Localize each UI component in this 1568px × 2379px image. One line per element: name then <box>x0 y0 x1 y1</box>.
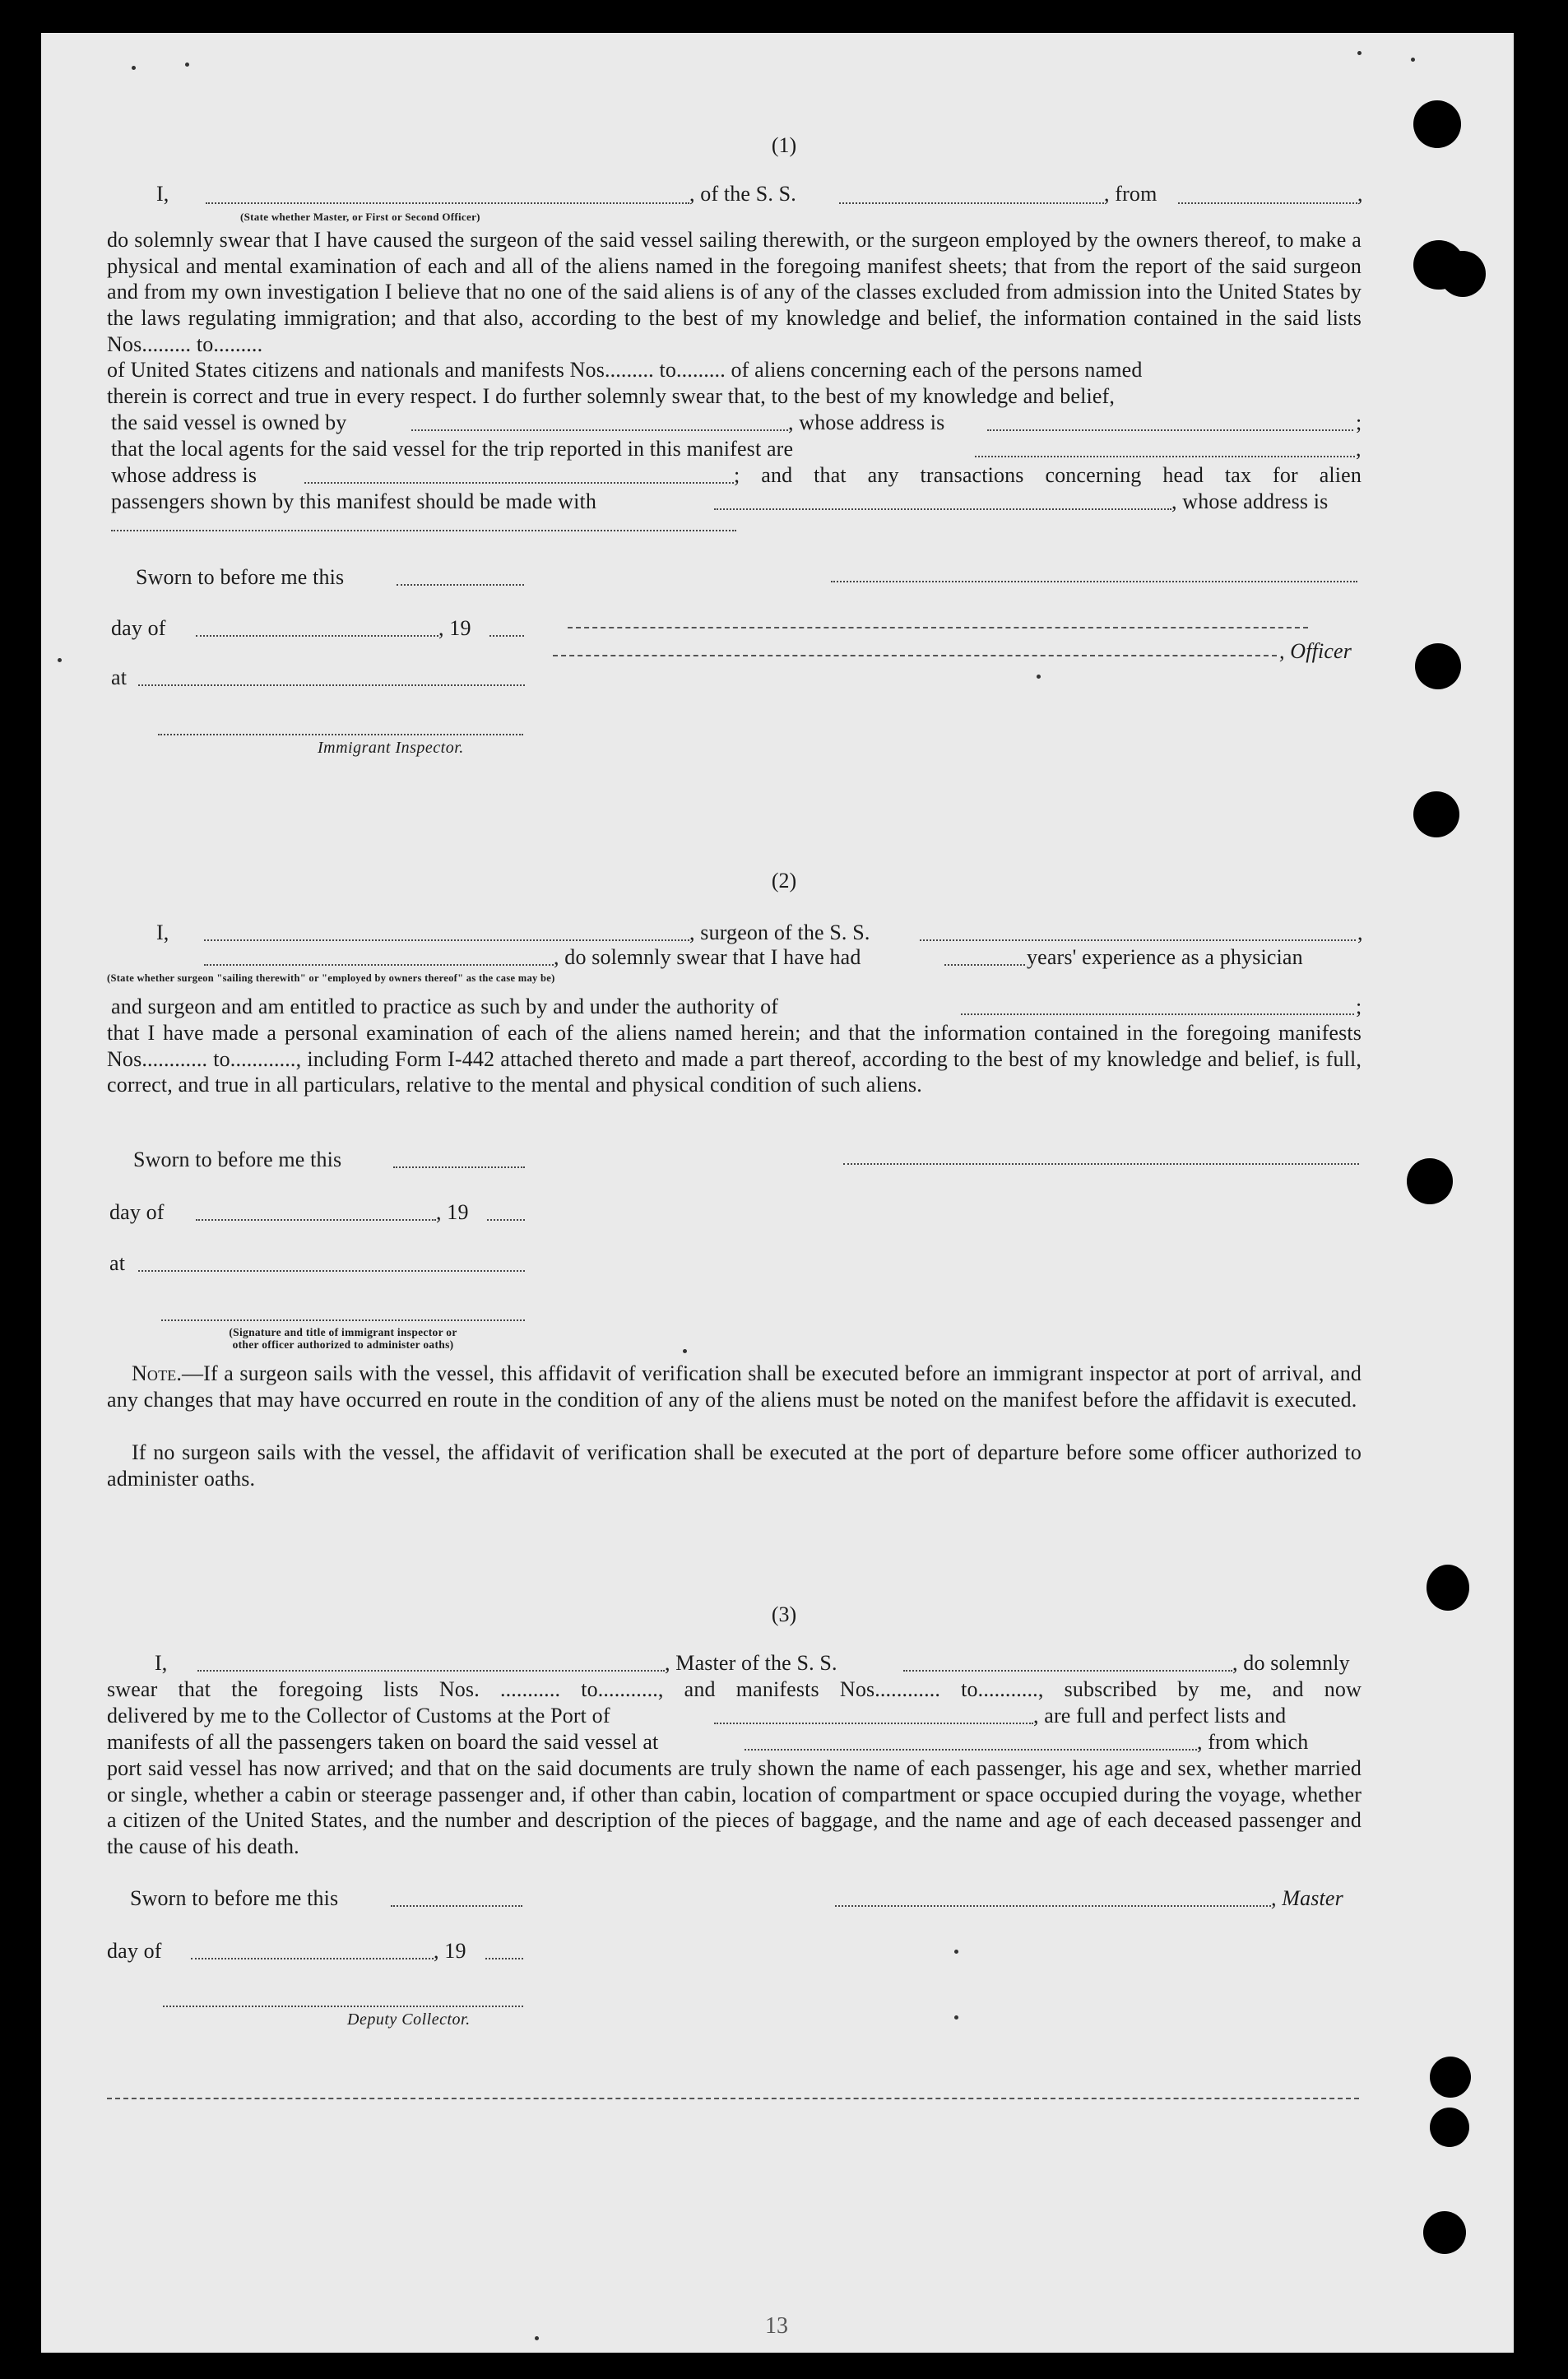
scan-speck <box>1037 675 1041 679</box>
signature-line[interactable] <box>835 1905 1271 1907</box>
binder-hole <box>1407 1158 1453 1204</box>
sig-caption-line: (Signature and title of immigrant inspector or <box>229 1326 457 1338</box>
scan-speck <box>132 66 136 70</box>
fill-in-line[interactable] <box>944 964 1025 966</box>
line-text: that the local agents for the said vessel for the trip reported in this manifest are <box>111 437 794 461</box>
line-text: I, <box>156 921 169 944</box>
line-text: ; <box>1356 995 1362 1018</box>
deputy-label: Deputy Collector. <box>347 2010 471 2029</box>
binder-hole <box>1423 2211 1466 2254</box>
inspector-label: Immigrant Inspector. <box>318 739 464 757</box>
line-text: and surgeon and am entitled to practice as such by and under the authority of <box>111 995 779 1018</box>
line-text: passengers shown by this manifest should be made with <box>111 489 596 513</box>
day-label: day of <box>111 616 166 640</box>
fill-in-line[interactable] <box>839 202 1104 204</box>
line-text: manifests of all the passengers taken on board the said vessel at <box>107 1730 659 1754</box>
fill-in-line[interactable] <box>304 482 734 484</box>
fill-in-line[interactable] <box>975 456 1355 457</box>
year-label: , 19 <box>438 616 471 640</box>
fill-in-line[interactable] <box>987 429 1353 431</box>
typed-line <box>553 655 1277 656</box>
line-text: , <box>1357 182 1363 206</box>
line-text: , whose address is <box>788 410 945 434</box>
fill-in-line[interactable] <box>961 1013 1354 1015</box>
scan-speck <box>683 1349 687 1353</box>
paragraph: port said vessel has now arrived; and that on the said documents are truly shown the name of each passenger, his age and sex, whether married or single, whether a cabin or steerage passenger and, if other than cabin, location of compartment or space occupied during the voyage, whether a citizen of the United States, and the number and description of the pieces of baggage, and the name and age of each deceased passenger and the cause of his death. <box>107 1756 1362 1859</box>
field-caption: (State whether surgeon "sailing therewith" or "employed by owners thereof" as the case may be) <box>107 972 555 984</box>
signature-line[interactable] <box>161 1319 525 1321</box>
fill-in-line[interactable] <box>138 684 525 686</box>
line-text: , Master of the S. S. <box>665 1651 837 1675</box>
page-number: 13 <box>765 2313 788 2339</box>
line-text: , from <box>1104 182 1157 206</box>
fill-in-line[interactable] <box>393 1166 525 1168</box>
line-text: , do solemnly <box>1232 1651 1350 1675</box>
signature-line[interactable] <box>843 1163 1359 1165</box>
fill-in-line[interactable] <box>485 1958 523 1959</box>
scan-speck <box>185 63 189 67</box>
sworn-label: Sworn to before me this <box>130 1886 339 1910</box>
fill-in-line[interactable] <box>714 508 1171 510</box>
sig-caption <box>161 1326 525 1351</box>
line-text: years' experience as a physician <box>1027 945 1303 969</box>
at-label: at <box>111 665 128 689</box>
fill-in-line[interactable] <box>197 1670 665 1672</box>
scan-speck <box>58 658 62 662</box>
binder-hole <box>1430 2057 1471 2098</box>
signature-line[interactable] <box>831 581 1357 582</box>
binder-hole <box>1415 643 1461 689</box>
section-number: (2) <box>771 869 797 893</box>
fill-in-line[interactable] <box>204 964 554 966</box>
line-text: I, <box>156 182 169 206</box>
note-paragraph: If no surgeon sails with the vessel, the affidavit of verification shall be executed at the port of departure before some officer authorized to administer oaths. <box>107 1440 1362 1491</box>
fill-in-line[interactable] <box>196 1219 436 1221</box>
fill-in-line[interactable] <box>391 1905 522 1907</box>
master-label: , Master <box>1271 1886 1343 1910</box>
line-text: ; and that any transactions concerning head tax for alien <box>734 463 1362 487</box>
day-label: day of <box>109 1200 165 1224</box>
officer-label: , Officer <box>1279 639 1352 663</box>
scan-speck <box>535 2336 539 2340</box>
line-text: , of the S. S. <box>689 182 796 206</box>
fill-in-line[interactable] <box>1178 202 1357 204</box>
signature-line[interactable] <box>163 2006 523 2007</box>
year-label: , 19 <box>434 1939 466 1963</box>
line-text: , are full and perfect lists and <box>1033 1704 1287 1727</box>
fill-in-line[interactable] <box>397 584 524 586</box>
section-number: (3) <box>771 1602 797 1626</box>
line-text: , surgeon of the S. S. <box>689 921 870 944</box>
line-text: swear that the foregoing lists Nos. ........... to..........., and manifests Nos............ to..........., subscribed by me, and now <box>107 1677 1362 1701</box>
line-text: , whose address is <box>1171 489 1329 513</box>
field-caption: (State whether Master, or First or Second Officer) <box>240 211 480 223</box>
scan-speck <box>954 2015 958 2020</box>
section-number: (1) <box>771 133 797 157</box>
scan-speck <box>1411 58 1415 62</box>
fill-in-line[interactable] <box>745 1749 1197 1751</box>
line-text: whose address is <box>111 463 257 487</box>
line-text: , do solemnly swear that I have had <box>554 945 861 969</box>
year-label: , 19 <box>436 1200 469 1224</box>
line-text: I, <box>155 1651 168 1675</box>
fill-in-line[interactable] <box>204 939 689 941</box>
sig-caption-line: other officer authorized to administer oaths) <box>232 1338 454 1351</box>
note-paragraph <box>107 1361 1362 1412</box>
fill-in-line[interactable] <box>191 1958 434 1959</box>
sworn-label: Sworn to before me this <box>133 1148 342 1171</box>
binder-hole <box>1440 251 1486 297</box>
fill-in-line[interactable] <box>714 1723 1033 1724</box>
binder-hole <box>1413 791 1459 837</box>
note-text: —If a surgeon sails with the vessel, this affidavit of verification shall be executed before an immigrant inspector at port of arrival, and any changes that may have occurred en route in the condition of any of the aliens must be noted on the manifest before the affidavit is executed. <box>107 1361 1362 1412</box>
sworn-label: Sworn to before me this <box>136 565 345 589</box>
fill-in-line[interactable] <box>111 530 736 531</box>
paragraph: that I have made a personal examination of each of the aliens named herein; and that the information contained in the foregoing manifests Nos............ to............, including Form I-442 attached thereto and made a part thereof, according to the best of my knowledge and belief, is full, correct, and true in all particulars, relative to the mental and physical condition of such aliens. <box>107 1021 1362 1097</box>
scan-speck <box>1357 51 1362 55</box>
note-label: Note. <box>132 1361 183 1385</box>
binder-hole <box>1430 2108 1469 2147</box>
scan-speck <box>954 1950 958 1954</box>
at-label: at <box>109 1251 126 1275</box>
line-text: , <box>1357 921 1363 944</box>
fill-in-line[interactable] <box>196 635 438 637</box>
line-text: , from which <box>1197 1730 1309 1754</box>
divider <box>107 2098 1359 2099</box>
paragraph: do solemnly swear that I have caused the surgeon of the said vessel sailing therewith, or the surgeon employed by the owners thereof, to make a physical and mental examination of each and all of the aliens named in the foregoing manifest sheets; that from the report of the said surgeon and from my own investigation I believe that no one of the said aliens is of any of the classes excluded from admission into the United States by the laws regulating immigration; and that also, according to the best of my knowledge and belief, the information contained in the said lists Nos......... to......... <box>107 228 1362 356</box>
line-text: ; <box>1356 410 1362 434</box>
fill-in-line[interactable] <box>138 1270 525 1272</box>
line-text: delivered by me to the Collector of Customs at the Port of <box>107 1704 610 1727</box>
paragraph: therein is correct and true in every respect. I do further solemnly swear that, to the best of my knowledge and belief, <box>107 384 1115 408</box>
typed-line <box>568 627 1308 628</box>
fill-in-line[interactable] <box>487 1219 525 1221</box>
fill-in-line[interactable] <box>903 1670 1232 1672</box>
fill-in-line[interactable] <box>411 429 788 431</box>
fill-in-line[interactable] <box>206 202 689 204</box>
day-label: day of <box>107 1939 162 1963</box>
fill-in-line[interactable] <box>920 939 1356 941</box>
signature-line[interactable] <box>158 734 523 735</box>
line-text: , <box>1356 437 1362 461</box>
line-text: the said vessel is owned by <box>111 410 347 434</box>
paragraph: of United States citizens and nationals and manifests Nos......... to......... of aliens concerning each of the persons named <box>107 358 1143 382</box>
fill-in-line[interactable] <box>489 635 524 637</box>
